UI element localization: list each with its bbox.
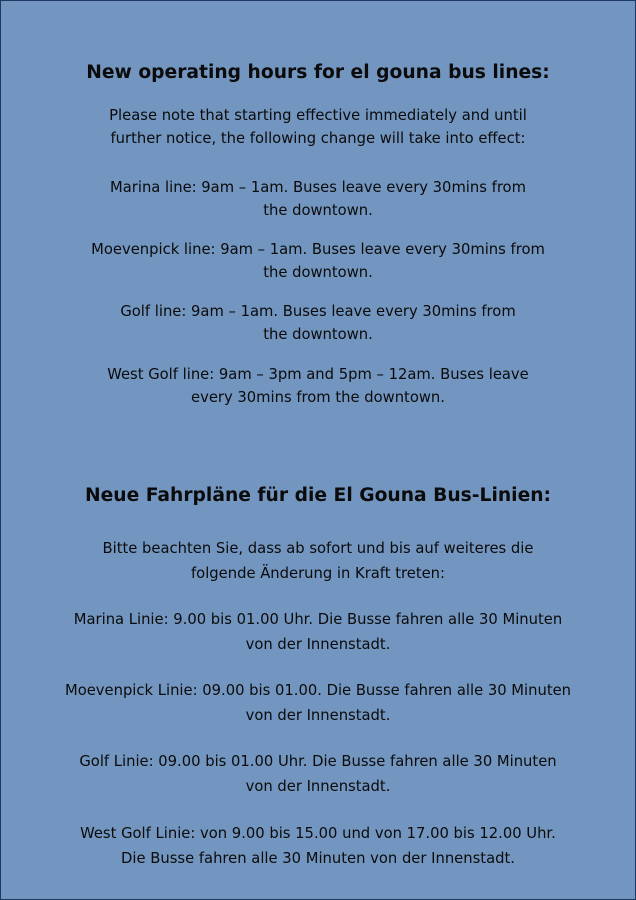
english-line-moevenpick-text2: the downtown. — [263, 264, 373, 281]
german-line-golf-text1: Golf Linie: 09.00 bis 01.00 Uhr. Die Busse fahren alle 30 Minuten — [79, 753, 557, 770]
english-line-marina-text1: Marina line: 9am – 1am. Buses leave every 30mins from — [110, 179, 526, 196]
english-line-marina-text2: the downtown. — [263, 202, 373, 219]
german-line-west-golf-text2: Die Busse fahren alle 30 Minuten von der Innenstadt. — [121, 850, 515, 867]
german-intro-line2: folgende Änderung in Kraft treten: — [190, 565, 445, 582]
german-intro-line1: Bitte beachten Sie, dass ab sofort und bis auf weiteres die — [102, 540, 534, 557]
english-line-west-golf-text2: every 30mins from the downtown. — [191, 389, 445, 406]
english-line-west-golf-text1: West Golf line: 9am – 3pm and 5pm – 12am. Buses leave — [107, 366, 529, 383]
english-intro-line1: Please note that starting effective immediately and until — [109, 107, 527, 124]
german-line-moevenpick-text1: Moevenpick Linie: 09.00 bis 01.00. Die Busse fahren alle 30 Minuten — [64, 682, 572, 699]
english-line-golf-text1: Golf line: 9am – 1am. Buses leave every 30mins from — [120, 303, 516, 320]
german-line-moevenpick-text2: von der Innenstadt. — [245, 707, 391, 724]
german-line-marina-text2: von der Innenstadt. — [245, 636, 391, 653]
german-line-marina — [1, 607, 635, 657]
german-line-marina-text1: Marina Linie: 9.00 bis 01.00 Uhr. Die Busse fahren alle 30 Minuten — [73, 611, 563, 628]
german-line-golf — [1, 749, 635, 799]
english-intro — [1, 104, 635, 150]
german-line-golf-text2: von der Innenstadt. — [245, 778, 391, 795]
english-line-golf-text2: the downtown. — [263, 326, 373, 343]
german-title: Neue Fahrpläne für die El Gouna Bus-Linien: — [84, 485, 552, 506]
german-line-moevenpick — [1, 678, 635, 728]
english-line-west-golf — [1, 363, 635, 409]
german-line-west-golf — [1, 821, 635, 871]
german-intro — [1, 536, 635, 586]
english-line-golf — [1, 300, 635, 346]
english-intro-line2: further notice, the following change will take into effect: — [110, 130, 526, 147]
german-line-west-golf-text1: West Golf Linie: von 9.00 bis 15.00 und von 17.00 bis 12.00 Uhr. — [80, 825, 556, 842]
english-line-marina — [1, 176, 635, 222]
english-line-moevenpick-text1: Moevenpick line: 9am – 1am. Buses leave every 30mins from — [91, 241, 545, 258]
english-title: New operating hours for el gouna bus lines: — [86, 62, 550, 83]
english-line-moevenpick — [1, 238, 635, 284]
